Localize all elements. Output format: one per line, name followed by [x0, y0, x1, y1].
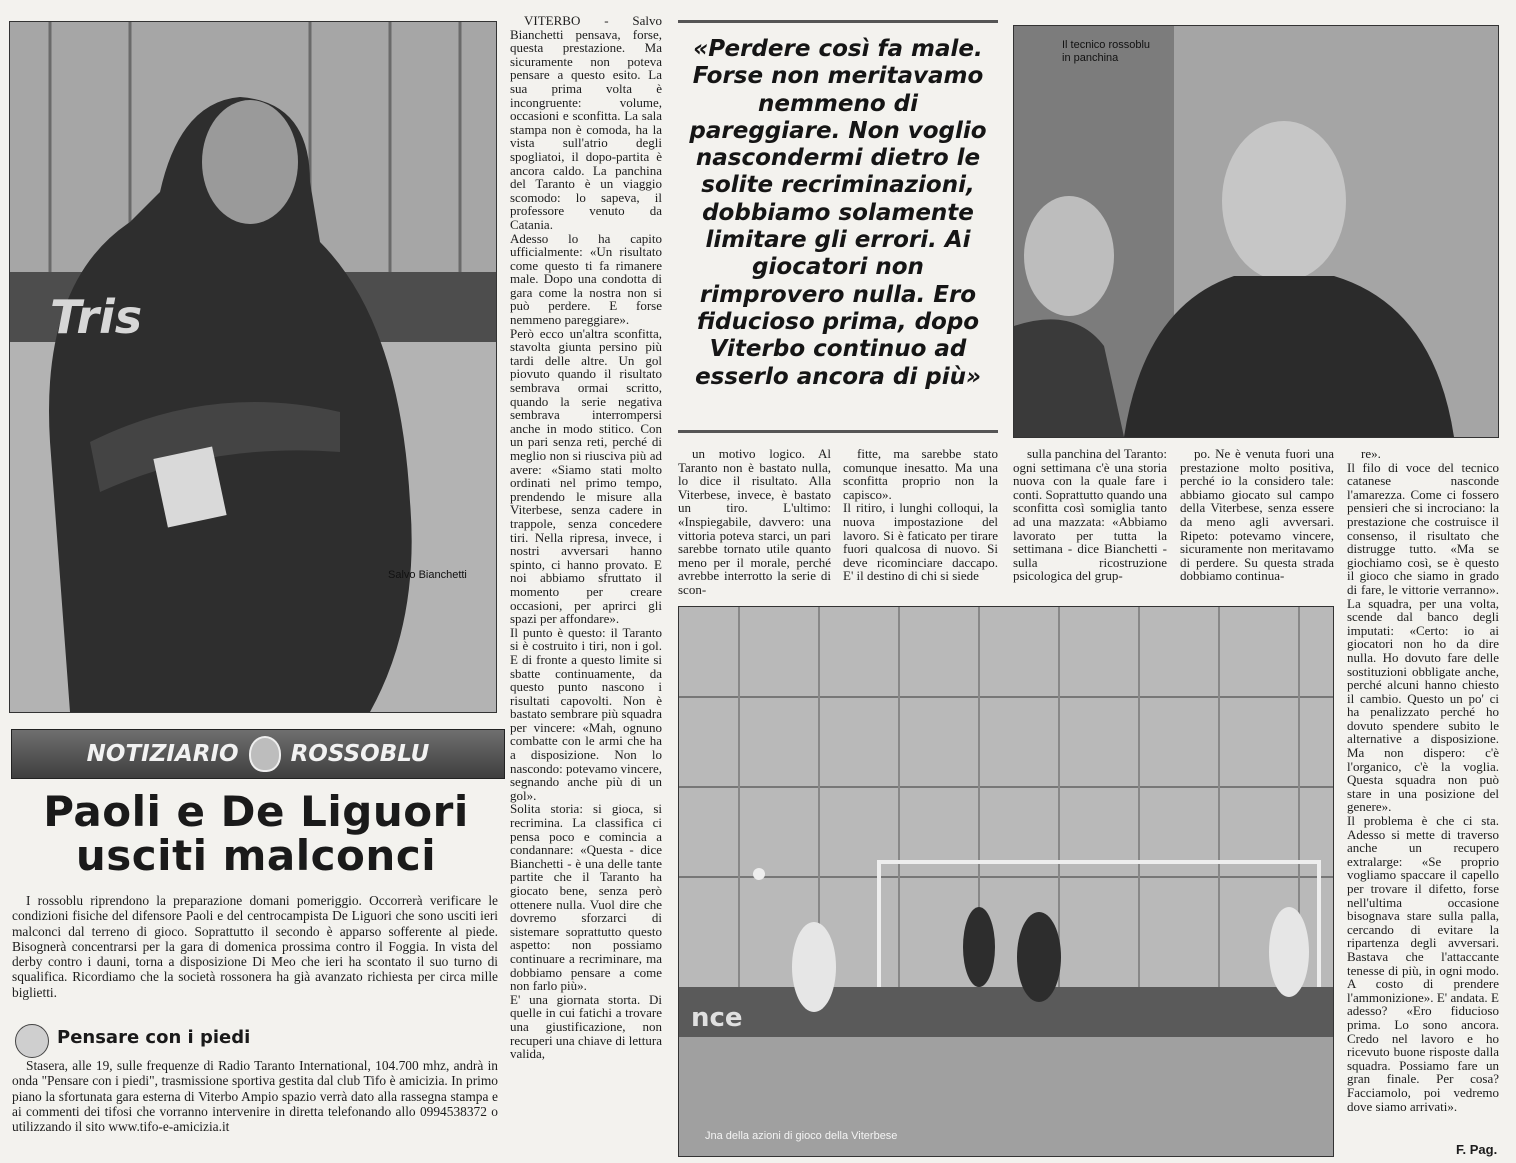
radio-body — [12, 1058, 498, 1134]
photo-bianchetti-art — [10, 22, 496, 712]
article-col-2-text: un motivo logico. Al Taranto non è bastato nulla, lo dice il risultato. Alla Viterbese, invece, è bastato un tiro. L'ultimo: «Inspiegabile, davvero: una vittoria poteva starci, un pari sarebbe tornato utile quanto meno per il morale, perché avrebbe interrotto la serie di scon- — [678, 447, 831, 597]
article-col-3 — [843, 447, 998, 599]
article-col-6-text: re». Il filo di voce del tecnico catanese nasconde l'amarezza. Come ci fossero pensieri che si incrociano: la prestazione che costruisce il consenso, il risultato che distrugge tutto. «Ma se giochiamo così, se è questo il gioco che siamo in grado di fare, le vittorie verranno». La squadra, per una volta, scende dal banco degli imputati: «Certo: io ai giocatori non ho da dire nulla. Ho dovuto fare delle sostituzioni obbligate anche, perché alcuni hanno chiesto il cambio. Questo un po' ci ha penalizzato perché ho dovuto spendere subito le alternative a disposizione. Ma non dispero: c'è l'organico, c'è la voglia. Questa squadra non può stare in una posizione del genere». Il problema è che ci sta. Adesso si mette di traverso anche un recupero extralarge: «Se proprio vogliamo spaccare il capello per trovare il difetto, forse nell'ultima occasione bisognava stare sulla palla, cercando di evitare la ripartenza degli avversari. Bastava che l'attaccante tenesse di più, in ogni modo. A costo di prendere l'ammonizione». E' andata. E adesso? «Ero fiducioso prima. Lo sono ancora. Credo nel lavoro e ho ricevuto buone risposte dalla squadra. Possiamo fare un gran finale. Per cosa? Facciamolo, poi vedremo dove siamo arrivati». — [1347, 447, 1499, 1114]
brief-paragraph: I rossoblu riprendono la preparazione domani pomeriggio. Occorrerà verificare le condizioni fisiche del difensore Paoli e del centrocampista De Liguori che sono usciti ieri malconci dal terreno di gioco. Soprattutto il secondo è apparso sofferente al piede. Bisognerà concentrarsi per la gara di domenica prossima contro il Foggia. In vista del derby contro i dauni, torna a disposizione Di Meo che ieri ha scontato il suo turno di squalifica. Ricordiamo che la società rossonera ha già avanzato richiesta per circa mille biglietti. — [12, 893, 498, 1000]
article-col-6 — [1347, 447, 1499, 1147]
notiziario-right: ROSSOBLU — [290, 741, 430, 767]
photo-bianchetti — [9, 21, 497, 713]
article-col-4-text: sulla panchina del Taranto: ogni settimana c'è una storia nuova con la quale fare i conti. Soprattutto quando una sconfitta così somiglia tanto ad una mazzata: «Abbiamo lavorato per tutta la settimana - dice Bianchetti - sulla ricostruzione psicologica del grup- — [1013, 447, 1167, 584]
photo-caption-match: Jna della azioni di gioco della Viterbese — [705, 1130, 898, 1142]
quote-bottom-rule — [678, 430, 998, 433]
photo-banner-text: nce — [691, 1003, 743, 1033]
photo-caption-bianchetti: Salvo Bianchetti — [388, 569, 467, 581]
photo-tecnico — [1013, 25, 1499, 438]
signage-text: Tris — [50, 290, 143, 344]
club-crest-icon — [249, 736, 281, 772]
article-col-5-text: po. Ne è venuta fuori una prestazione molto positiva, perché io la considero tale: abbiamo giocato sul campo della Viterbese, senza essere da meno agli avversari. Ripeto: potevamo vincere, sicuramente non meritavamo di perdere. Su questa strada dobbiamo continua- — [1180, 447, 1334, 584]
photo-caption-tecnico: Il tecnico rossoblu in panchina — [1062, 39, 1151, 64]
article-signature: F. Pag. — [1456, 1142, 1498, 1157]
notiziario-band — [11, 729, 505, 779]
article-col-4 — [1013, 447, 1167, 599]
article-col-1 — [510, 14, 662, 1154]
radio-paragraph: Stasera, alle 19, sulle frequenze di Radio Taranto International, 104.700 mhz, andrà in onda "Pensare con i piedi", trasmissione sportiva gestita dal club Tifo è amicizia. In primo piano la sfortunata gara esterna di Viterbo Ampio spazio verrà dato alla rassegna stampa e ai commenti dei tifosi che vorranno intervenire in diretta telefonando allo 0994538372 o utilizzando il sito www.tifo-e-amicizia.it — [12, 1058, 498, 1135]
radio-title: Pensare con i piedi — [57, 1027, 251, 1048]
quote-top-rule — [678, 20, 998, 23]
article-col-3-text: fitte, ma sarebbe stato comunque inesatto. Ma una sconfitta proprio non la capisco». Il ritiro, i lunghi colloqui, la nuova impostazione del lavoro. Si è faticato per tirare fuori qualcosa di nuovo. Si deve ricominciare daccapo. E' il destino di chi si siede — [843, 447, 998, 584]
photo-tecnico-art — [1014, 26, 1498, 437]
notiziario-left: NOTIZIARIO — [86, 741, 239, 767]
article-col-5 — [1180, 447, 1334, 599]
article-col-2 — [678, 447, 831, 599]
article-col-1-text: VITERBO - Salvo Bianchetti pensava, forse, questa prestazione. Ma sicuramente non poteva pensare a questo esito. La sua prima volta è incongruente: volume, occasioni e sconfitta. La sala stampa non è comoda, ha la vista sull'atrio degli spogliatoi, il dopo-partita è ancora caldo. La panchina del Taranto è un viaggio scomodo: lo sapeva, il professore venuto da Catania. Adesso lo ha capito ufficialmente: «Un risultato come questo ti fa rimanere male. Dopo una condotta di gara come la nostra non si può perdere. E forse nemmeno pareggiare». Però ecco un'altra sconfitta, stavolta giunta persino più tardi delle altre. Un gol piovuto quando il risultato sembrava ormai scritto, quando la serie negativa sembrava interrompersi anche in modo stitico. Con un pari senza reti, perché di meglio non si riusciva più ad avere: «Siamo stati molto ordinati nel primo tempo, prendendo le misure alla Viterbese, senza cadere in trappole, senza concedere tiri. Nella ripresa, invece, i nostri avversari hanno spinto, ci hanno provato. E noi abbiamo sfruttato il momento per creare occasioni, per aprirci gli spazi per affondare». Il punto è questo: il Taranto si è costruito i tiri, non i gol. E di fronte a questo limite si sbatte continuamente, da questo punto nascono i risultati capovolti. Non è bastato sembrare più squadra per vincere: «Mah, ognuno combatte con le armi che ha a disposizione. Non lo nascondo: potevamo vincere, segnando anche più di un gol». Solita storia: si gioca, si recrimina. La classifica ci pensa poco e comincia a condannare: «Questa - dice Bianchetti - è una delle tante partite che il Taranto ha giocato bene, senza però ottenere nulla. Vuol dire che dovremo sforzarci di sistemare soprattutto questo aspetto: non possiamo continuare a recriminare, ma dobbiamo pensare a come non farlo più». E' una giornata storta. Di quelle in cui fatichi a trovare una giustificazione, non recuperi una chiave di lettura valida, — [510, 14, 662, 1062]
pull-quote: «Perdere così fa male. Forse non meritavamo nemmeno di pareggiare. Non voglio nascondermi dietro le solite recriminazioni, dobbiamo solamente limitare gli errori. Ai giocatori non rimprovero nulla. Ero fiducioso prima, dopo Viterbo continuo ad esserlo ancora di più» — [689, 36, 987, 390]
photo-match-art — [679, 607, 1333, 1156]
radio-logo-icon — [15, 1024, 49, 1058]
headline: Paoli e De Liguori usciti malconci — [43, 787, 469, 880]
brief-body — [12, 893, 498, 1000]
photo-match-action — [678, 606, 1334, 1157]
